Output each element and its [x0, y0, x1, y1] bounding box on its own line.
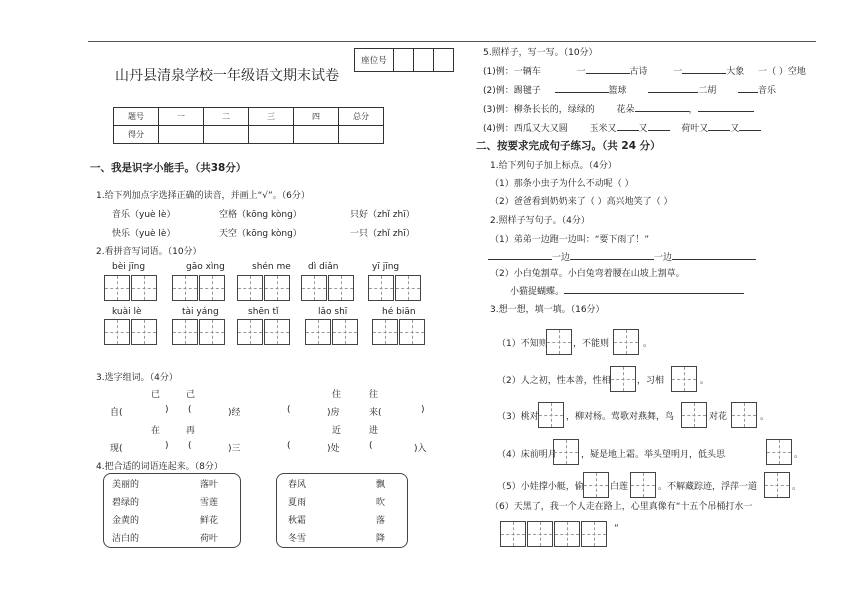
answer-blank[interactable] [739, 121, 761, 131]
writing-grid-cell[interactable] [583, 472, 609, 498]
pinyin-label: gāo xìng [186, 262, 225, 272]
seat-label: 座位号 [355, 49, 394, 72]
q5-text: (4)例：西瓜又大又圆 [483, 124, 568, 134]
seat-number-table [354, 48, 454, 72]
q5-text: (2)例：踢毽子 [483, 86, 541, 96]
fill-item-text: ，不能则 [573, 339, 610, 349]
fill-item-text: ，疑是地上霜。举头望明月，低头思 [581, 450, 726, 460]
char-option: 住 [332, 390, 342, 400]
answer-blank[interactable] [682, 64, 726, 74]
match-word[interactable]: 雪莲 [200, 498, 219, 508]
pinyin-label: lǎo shī [318, 307, 348, 317]
question-1: 1.给下列加点字选择正确的读音，并画上“√”。（6分） [96, 191, 310, 201]
writing-grid-cell[interactable] [199, 319, 225, 345]
q5-text: 音乐 [758, 86, 777, 96]
reading-choice[interactable]: 一只（zhǐ zhī） [350, 229, 415, 239]
match-word[interactable]: 金黄的 [112, 516, 140, 526]
pinyin-label: bèi jīng [112, 262, 146, 272]
question-2: 2.看拼音写词语。（10分） [96, 247, 202, 257]
score-header-cell: 二 [204, 108, 249, 126]
word-blank-text: ) [165, 405, 169, 415]
answer-blank[interactable] [586, 64, 630, 74]
writing-grid-cell[interactable] [731, 402, 757, 428]
writing-grid-cell[interactable] [554, 521, 580, 547]
score-header-cell: 题号 [114, 108, 159, 126]
fill-item-text: （2）人之初，性本善，性相 [497, 376, 611, 386]
fill-item-text: （6）天黑了，我一个人走在路上，心里真像有“十五个吊桶打水一 [490, 502, 753, 512]
word-blank-text: )三 [228, 444, 241, 454]
q5-example-3 [483, 102, 754, 115]
writing-grid-cell[interactable] [131, 275, 157, 301]
fill-item-text: 。 [792, 482, 802, 492]
reading-choice[interactable]: 音乐（yuè lè） [112, 210, 176, 220]
fill-item-text: （1）不知则 [497, 339, 548, 349]
char-option: 己 [186, 390, 196, 400]
score-value-row [114, 126, 384, 144]
seat-cell[interactable] [394, 49, 414, 72]
writing-grid-cell[interactable] [301, 275, 327, 301]
reading-choice[interactable]: 天空（kōng kòng） [219, 229, 302, 239]
writing-grid-cell[interactable] [395, 275, 421, 301]
match-word[interactable]: 夏雨 [288, 498, 307, 508]
score-header-row [114, 108, 384, 126]
fill-item-text: ，柳对杨。莺歌对燕舞，鸟 [566, 412, 675, 422]
reading-choice[interactable]: 只好（zhǐ zhī） [350, 210, 415, 220]
writing-grid-cell[interactable] [305, 319, 331, 345]
fill-item-text: 。 [643, 339, 653, 349]
punctuation-item[interactable]: （2）爸爸看到奶奶来了（ ）高兴地笑了（ ） [490, 197, 673, 207]
writing-grid-cell[interactable] [172, 319, 198, 345]
page-title: 山丹县清泉学校一年级语文期末试卷 [115, 68, 339, 84]
pinyin-label: tài yáng [182, 307, 219, 317]
score-header-cell: 总分 [339, 108, 384, 126]
match-word[interactable]: 降 [376, 534, 386, 544]
answer-blank[interactable] [698, 102, 754, 112]
writing-grid-cell[interactable] [613, 329, 639, 355]
writing-grid-cell[interactable] [172, 275, 198, 301]
answer-blank[interactable] [617, 121, 639, 131]
writing-grid-cell[interactable] [368, 275, 394, 301]
sentence-example-1: （1）弟弟一边跑一边叫：“要下雨了！” [490, 235, 650, 245]
fill-item-text: （5）小娃撑小艇，偷 [497, 482, 584, 492]
writing-grid-cell[interactable] [264, 275, 290, 301]
fill-item-text: ” [614, 524, 619, 534]
q5-example-4 [483, 121, 761, 134]
word-blank-text: 自( [110, 408, 123, 418]
pinyin-label: hé biān [382, 307, 416, 317]
writing-grid-cell[interactable] [553, 439, 579, 465]
char-option: 近 [332, 426, 342, 436]
score-label: 得分 [114, 126, 159, 144]
word-blank-text: ( [188, 405, 192, 415]
writing-grid-cell[interactable] [104, 275, 130, 301]
score-table [113, 107, 384, 144]
sentence-blank-line [510, 284, 744, 297]
answer-blank[interactable] [570, 250, 654, 260]
score-header-cell: 四 [294, 108, 339, 126]
word-blank-text: ( [287, 441, 291, 451]
match-word[interactable]: 荷叶 [200, 534, 219, 544]
char-option: 在 [151, 426, 161, 436]
punctuation-item[interactable]: （1）那条小虫子为什么不动呢（ ） [490, 179, 634, 189]
word-blank-text: ) [165, 441, 169, 451]
word-blank-text: ) [421, 405, 425, 415]
sentence-blank-line[interactable] [488, 250, 756, 263]
fill-item-text: （4）床前明月 [497, 450, 557, 460]
q5-text: 一（ ）空地 [758, 67, 806, 77]
pinyin-label: yī jīng [372, 262, 400, 272]
q5-text: 又 [730, 124, 740, 134]
q5-text: 二胡 [698, 86, 717, 96]
word-blank-text: )处 [327, 444, 340, 454]
char-option: 再 [186, 426, 196, 436]
q5-text: 又 [638, 124, 648, 134]
writing-grid-cell[interactable] [546, 329, 572, 355]
match-word[interactable]: 秋霜 [288, 516, 307, 526]
fill-item-text: 。 [700, 376, 710, 386]
writing-grid-cell[interactable] [766, 439, 792, 465]
char-option: 往 [369, 390, 379, 400]
pinyin-label: shén me [252, 262, 291, 272]
writing-grid-cell[interactable] [399, 319, 425, 345]
q5-text: 篮球 [608, 86, 627, 96]
writing-grid-cell[interactable] [500, 521, 526, 547]
writing-grid-cell[interactable] [264, 319, 290, 345]
q5-text: 大象 [726, 67, 745, 77]
writing-grid-cell[interactable] [237, 319, 263, 345]
answer-blank[interactable] [555, 83, 609, 93]
score-cell[interactable] [339, 126, 384, 144]
word-blank-text: ( [369, 441, 373, 451]
match-word[interactable]: 碧绿的 [112, 498, 140, 508]
answer-blank[interactable] [708, 121, 730, 131]
writing-grid-cell[interactable] [199, 275, 225, 301]
q5-text: 花朵 [616, 105, 635, 115]
q5-text: ， [688, 105, 698, 115]
punctuation-question: 1.给下列句子加上标点。（4分） [490, 161, 617, 171]
word-blank-text: )入 [414, 444, 427, 454]
answer-blank[interactable] [635, 102, 689, 112]
score-header-cell: 一 [159, 108, 204, 126]
section-2-heading: 二、按要求完成句子练习。（共 24 分） [476, 140, 661, 152]
fill-item-text: 。 [760, 412, 770, 422]
q5-example-1 [483, 64, 806, 77]
writing-grid-cell[interactable] [764, 472, 790, 498]
writing-grid-cell[interactable] [581, 521, 607, 547]
q5-text: 一 [673, 67, 683, 77]
score-cell[interactable] [294, 126, 339, 144]
fill-item-text: ，习相 [637, 376, 665, 386]
writing-grid-cell[interactable] [104, 319, 130, 345]
match-word[interactable]: 落 [376, 516, 386, 526]
score-cell[interactable] [159, 126, 204, 144]
score-cell[interactable] [249, 126, 294, 144]
answer-blank[interactable] [672, 250, 756, 260]
match-word[interactable]: 吹 [376, 498, 386, 508]
writing-grid-cell[interactable] [131, 319, 157, 345]
fill-item-text: 对花 [709, 412, 728, 422]
word-blank-text: ( [287, 405, 291, 415]
word-blank-text: )房 [327, 408, 340, 418]
word-blank-text: 来( [369, 408, 382, 418]
seat-cell[interactable] [434, 49, 454, 72]
answer-blank[interactable] [488, 250, 552, 260]
writing-grid-cell[interactable] [372, 319, 398, 345]
q5-text: (1)例：一辆车 [483, 67, 541, 77]
match-word[interactable]: 飘 [376, 480, 386, 490]
char-option: 已 [151, 390, 161, 400]
fill-item-text: 。 [794, 450, 804, 460]
writing-grid-cell[interactable] [630, 472, 656, 498]
match-word[interactable]: 美丽的 [112, 480, 140, 490]
sentence-example-2: （2）小白兔割草。小白兔弯着腰在山坡上割草。 [490, 269, 685, 279]
top-rule [88, 41, 816, 42]
seat-cell[interactable] [414, 49, 434, 72]
q5-text: 玉米又 [589, 124, 617, 134]
reading-choice[interactable]: 空格（kōng kòng） [219, 210, 302, 220]
question-3: 3.选字组词。（4分） [96, 373, 178, 383]
word-blank-text: )经 [228, 408, 241, 418]
score-header-cell: 三 [249, 108, 294, 126]
answer-blank[interactable] [648, 121, 670, 131]
word-blank-text: 现( [110, 444, 123, 454]
match-word[interactable]: 鲜花 [200, 516, 219, 526]
writing-grid-cell[interactable] [538, 402, 564, 428]
writing-grid-cell[interactable] [671, 366, 697, 392]
section-1-heading: 一、我是识字小能手。（共38分） [90, 162, 247, 174]
q5-text: 一 [576, 67, 586, 77]
reading-choice[interactable]: 快乐（yuè lè） [112, 229, 176, 239]
word-blank-text: ( [188, 441, 192, 451]
pinyin-label: dì diǎn [308, 262, 339, 272]
match-word[interactable]: 春风 [288, 480, 307, 490]
writing-grid-cell[interactable] [527, 521, 553, 547]
writing-grid-cell[interactable] [681, 402, 707, 428]
question-5: 5.照样子，写一写。（10分） [483, 48, 598, 58]
answer-blank[interactable] [564, 284, 744, 294]
cat-sentence: 小猫捉蝴蝶。 [510, 287, 565, 297]
char-option: 进 [369, 426, 379, 436]
answer-blank[interactable] [648, 83, 698, 93]
bian-word: 一边 [552, 253, 571, 263]
q5-text: (3)例：柳条长长的，绿绿的 [483, 105, 595, 115]
fill-question: 3.想一想，填一填。（16分） [490, 305, 605, 315]
sentence-question: 2.照样子写句子。（4分） [490, 216, 590, 226]
writing-grid-cell[interactable] [610, 366, 636, 392]
score-cell[interactable] [204, 126, 249, 144]
match-word[interactable]: 洁白的 [112, 534, 140, 544]
bian-word: 一边 [654, 253, 673, 263]
match-word[interactable]: 冬雪 [288, 534, 307, 544]
q5-text: 荷叶又 [681, 124, 709, 134]
pinyin-label: shēn tǐ [248, 307, 279, 317]
writing-grid-cell[interactable] [332, 319, 358, 345]
question-4: 4.把合适的词语连起来。（8分） [96, 462, 223, 472]
fill-item-text: （3）桃对 [497, 412, 539, 422]
writing-grid-cell[interactable] [328, 275, 354, 301]
q5-example-2 [483, 83, 776, 96]
fill-item-text: 白莲 [610, 482, 629, 492]
q5-text: 古诗 [629, 67, 648, 77]
pinyin-label: kuài lè [112, 307, 142, 317]
fill-item-text: 。不解藏踪迹，浮萍一道 [658, 482, 758, 492]
writing-grid-cell[interactable] [237, 275, 263, 301]
answer-blank[interactable] [738, 83, 758, 93]
match-word[interactable]: 落叶 [200, 480, 219, 490]
